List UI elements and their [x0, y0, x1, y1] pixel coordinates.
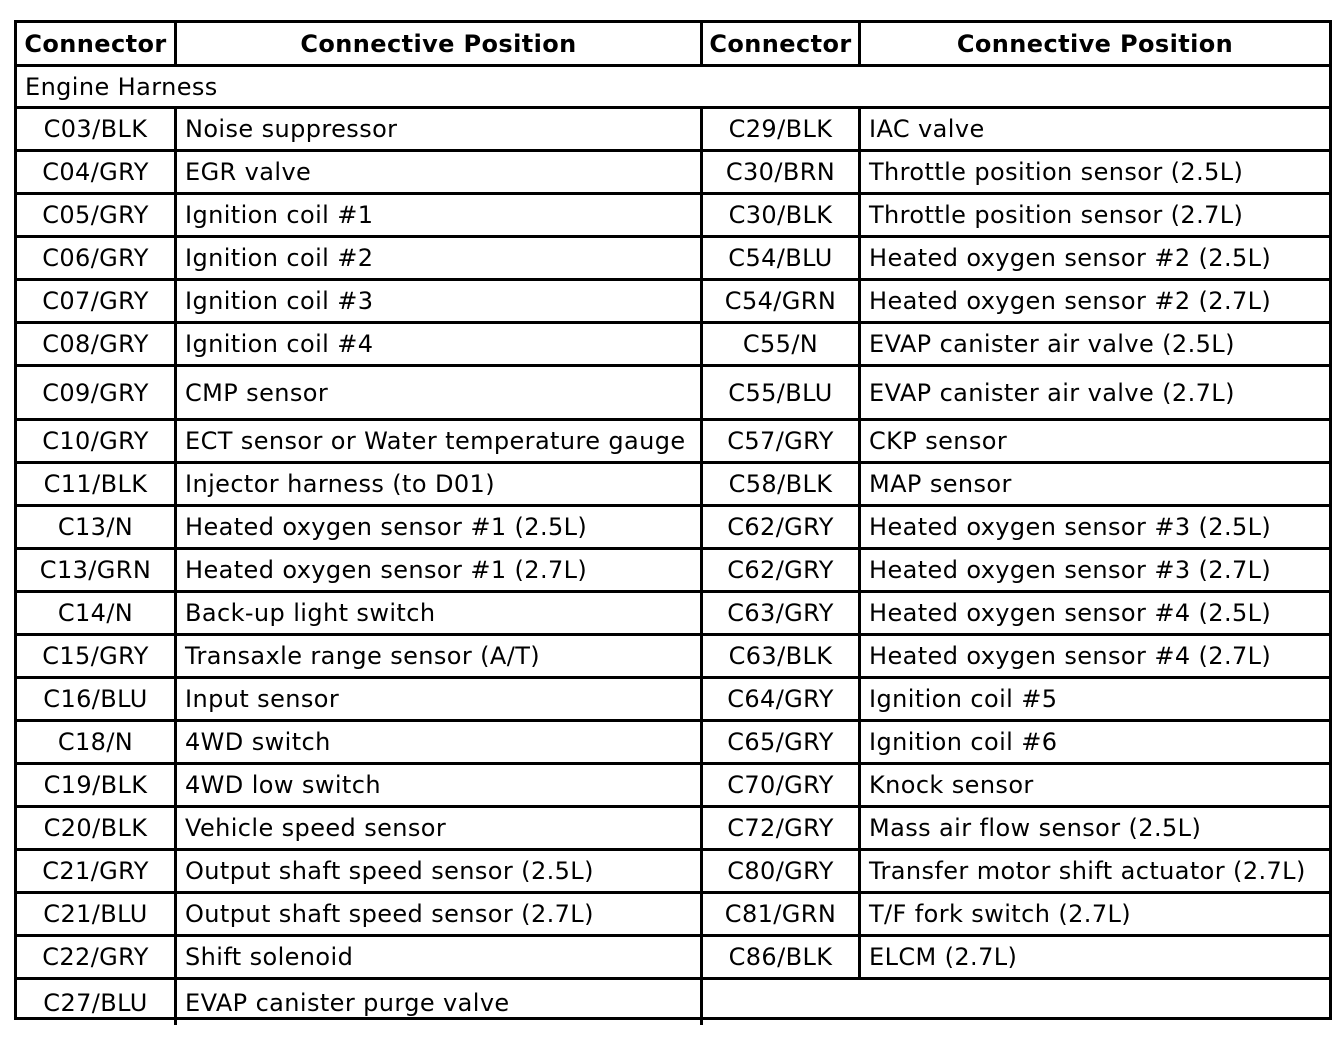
position-cell: ECT sensor or Water temperature gauge	[177, 421, 703, 464]
position-cell: ELCM (2.7L)	[861, 937, 1329, 980]
connector-cell: C14/N	[17, 593, 177, 636]
connector-cell: C54/GRN	[703, 281, 861, 324]
empty-cell	[703, 980, 1329, 1025]
connector-cell: C22/GRY	[17, 937, 177, 980]
position-cell: Back-up light switch	[177, 593, 703, 636]
connector-cell: C55/N	[703, 324, 861, 367]
connector-cell: C65/GRY	[703, 722, 861, 765]
connector-cell: C29/BLK	[703, 109, 861, 152]
position-cell: EVAP canister purge valve	[177, 980, 703, 1025]
connector-cell: C04/GRY	[17, 152, 177, 195]
header-position-left: Connective Position	[177, 23, 703, 67]
position-cell: Injector harness (to D01)	[177, 464, 703, 507]
connector-cell: C06/GRY	[17, 238, 177, 281]
connector-cell: C07/GRY	[17, 281, 177, 324]
connector-cell: C62/GRY	[703, 550, 861, 593]
position-cell: Ignition coil #4	[177, 324, 703, 367]
connector-cell: C86/BLK	[703, 937, 861, 980]
connector-cell: C57/GRY	[703, 421, 861, 464]
header-connector-left: Connector	[17, 23, 177, 67]
connector-cell: C70/GRY	[703, 765, 861, 808]
position-cell: Output shaft speed sensor (2.7L)	[177, 894, 703, 937]
position-cell: Mass air flow sensor (2.5L)	[861, 808, 1329, 851]
connector-cell: C10/GRY	[17, 421, 177, 464]
connector-cell: C27/BLU	[17, 980, 177, 1025]
connector-cell: C63/BLK	[703, 636, 861, 679]
position-cell: Ignition coil #3	[177, 281, 703, 324]
connector-cell: C18/N	[17, 722, 177, 765]
connector-cell: C21/BLU	[17, 894, 177, 937]
header-connector-right: Connector	[703, 23, 861, 67]
position-cell: Throttle position sensor (2.5L)	[861, 152, 1329, 195]
position-cell: Transaxle range sensor (A/T)	[177, 636, 703, 679]
position-cell: EVAP canister air valve (2.5L)	[861, 324, 1329, 367]
position-cell: T/F fork switch (2.7L)	[861, 894, 1329, 937]
connector-cell: C08/GRY	[17, 324, 177, 367]
position-cell: Throttle position sensor (2.7L)	[861, 195, 1329, 238]
connector-cell: C62/GRY	[703, 507, 861, 550]
position-cell: Knock sensor	[861, 765, 1329, 808]
connector-cell: C58/BLK	[703, 464, 861, 507]
position-cell: Heated oxygen sensor #2 (2.7L)	[861, 281, 1329, 324]
connector-cell: C63/GRY	[703, 593, 861, 636]
position-cell: Noise suppressor	[177, 109, 703, 152]
connector-cell: C15/GRY	[17, 636, 177, 679]
position-cell: Heated oxygen sensor #1 (2.5L)	[177, 507, 703, 550]
connector-cell: C05/GRY	[17, 195, 177, 238]
position-cell: MAP sensor	[861, 464, 1329, 507]
position-cell: Shift solenoid	[177, 937, 703, 980]
position-cell: Ignition coil #2	[177, 238, 703, 281]
connector-cell: C11/BLK	[17, 464, 177, 507]
header-position-right: Connective Position	[861, 23, 1329, 67]
position-cell: Heated oxygen sensor #1 (2.7L)	[177, 550, 703, 593]
position-cell: Input sensor	[177, 679, 703, 722]
connector-cell: C13/N	[17, 507, 177, 550]
connector-cell: C55/BLU	[703, 367, 861, 421]
position-cell: EGR valve	[177, 152, 703, 195]
position-cell: Heated oxygen sensor #4 (2.7L)	[861, 636, 1329, 679]
connector-cell: C20/BLK	[17, 808, 177, 851]
position-cell: EVAP canister air valve (2.7L)	[861, 367, 1329, 421]
position-cell: 4WD low switch	[177, 765, 703, 808]
connector-cell: C21/GRY	[17, 851, 177, 894]
position-cell: Heated oxygen sensor #3 (2.7L)	[861, 550, 1329, 593]
position-cell: Output shaft speed sensor (2.5L)	[177, 851, 703, 894]
connector-cell: C03/BLK	[17, 109, 177, 152]
position-cell: Ignition coil #6	[861, 722, 1329, 765]
position-cell: Heated oxygen sensor #2 (2.5L)	[861, 238, 1329, 281]
position-cell: CKP sensor	[861, 421, 1329, 464]
connector-cell: C64/GRY	[703, 679, 861, 722]
connector-cell: C80/GRY	[703, 851, 861, 894]
connector-cell: C81/GRN	[703, 894, 861, 937]
section-label: Engine Harness	[17, 67, 1329, 109]
connector-cell: C13/GRN	[17, 550, 177, 593]
position-cell: Ignition coil #5	[861, 679, 1329, 722]
position-cell: CMP sensor	[177, 367, 703, 421]
position-cell: IAC valve	[861, 109, 1329, 152]
position-cell: Heated oxygen sensor #3 (2.5L)	[861, 507, 1329, 550]
connector-cell: C09/GRY	[17, 367, 177, 421]
position-cell: Transfer motor shift actuator (2.7L)	[861, 851, 1329, 894]
connector-cell: C16/BLU	[17, 679, 177, 722]
position-cell: Vehicle speed sensor	[177, 808, 703, 851]
connector-cell: C30/BRN	[703, 152, 861, 195]
connector-cell: C72/GRY	[703, 808, 861, 851]
connector-table	[14, 20, 1332, 1020]
connector-cell: C19/BLK	[17, 765, 177, 808]
position-cell: Heated oxygen sensor #4 (2.5L)	[861, 593, 1329, 636]
connector-cell: C30/BLK	[703, 195, 861, 238]
position-cell: 4WD switch	[177, 722, 703, 765]
position-cell: Ignition coil #1	[177, 195, 703, 238]
connector-cell: C54/BLU	[703, 238, 861, 281]
